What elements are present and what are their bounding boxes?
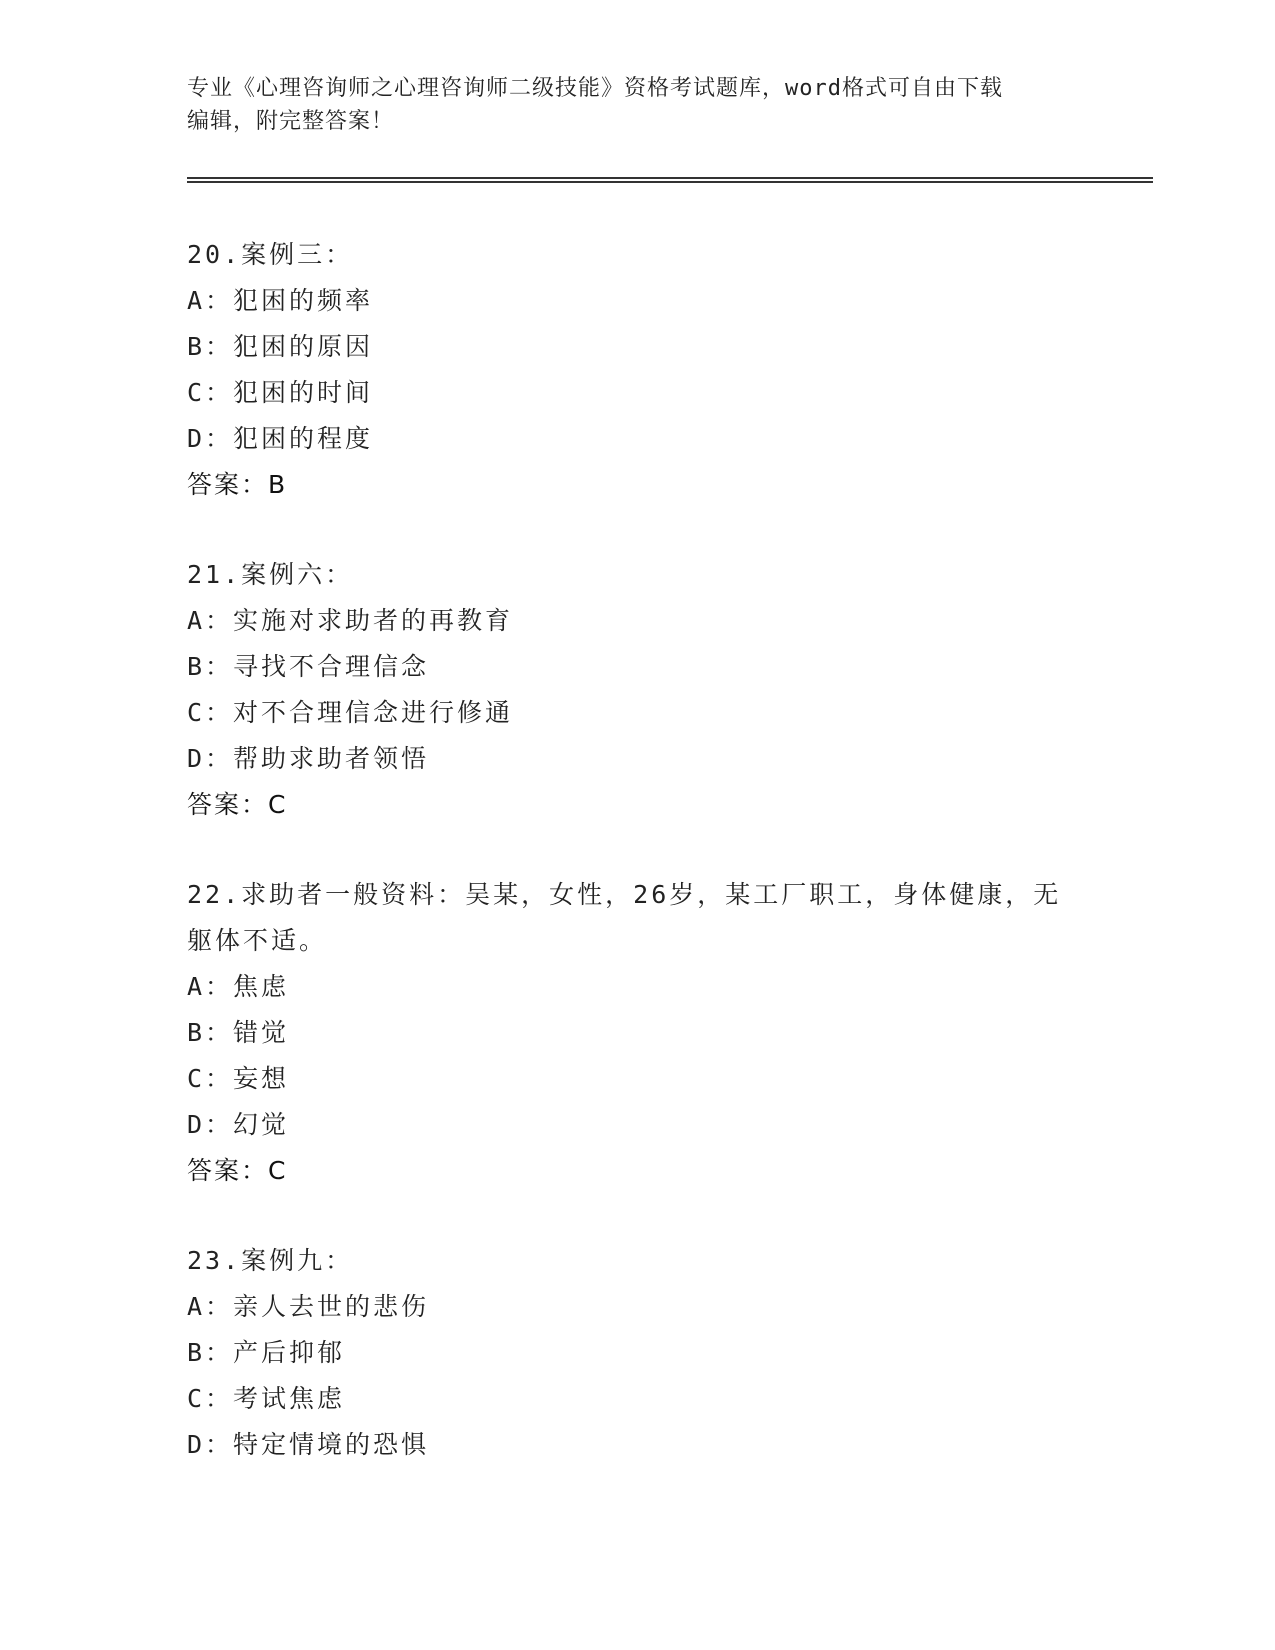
option-a: A：焦虑	[187, 972, 290, 1001]
option-b: B：寻找不合理信念	[187, 652, 430, 681]
option-d: D：犯困的程度	[187, 424, 374, 453]
option-a: A：实施对求助者的再教育	[187, 606, 514, 635]
option-a: A：亲人去世的悲伤	[187, 1292, 430, 1321]
question-list	[187, 232, 1147, 1512]
option-a: A：犯困的频率	[187, 286, 374, 315]
option-b: B：错觉	[187, 1018, 290, 1047]
option-d: D：幻觉	[187, 1110, 290, 1139]
question-stem: 23.案例九：	[187, 1246, 354, 1275]
question-20	[187, 232, 1147, 508]
option-d: D：帮助求助者领悟	[187, 744, 430, 773]
option-c: C：犯困的时间	[187, 378, 374, 407]
option-d: D：特定情境的恐惧	[187, 1430, 430, 1459]
option-c: C：考试焦虑	[187, 1384, 346, 1413]
question-stem: 21.案例六：	[187, 560, 354, 589]
question-22	[187, 872, 1147, 1194]
header-divider	[187, 177, 1153, 183]
answer-line: 答案：C	[187, 790, 288, 819]
document-header	[187, 72, 1087, 138]
question-21	[187, 552, 1147, 828]
answer-line: 答案：B	[187, 470, 288, 499]
option-c: C：对不合理信念进行修通	[187, 698, 514, 727]
option-b: B：犯困的原因	[187, 332, 374, 361]
question-stem: 20.案例三：	[187, 240, 354, 269]
question-23	[187, 1238, 1147, 1468]
option-c: C：妄想	[187, 1064, 290, 1093]
answer-line: 答案：C	[187, 1156, 288, 1185]
option-b: B：产后抑郁	[187, 1338, 346, 1367]
question-stem: 22.求助者一般资料：吴某，女性，26岁，某工厂职工，身体健康，无躯体不适。	[187, 880, 1062, 955]
header-line-2: 编辑，附完整答案！	[187, 109, 395, 134]
header-line-1: 专业《心理咨询师之心理咨询师二级技能》资格考试题库，word格式可自由下载	[187, 76, 1003, 101]
